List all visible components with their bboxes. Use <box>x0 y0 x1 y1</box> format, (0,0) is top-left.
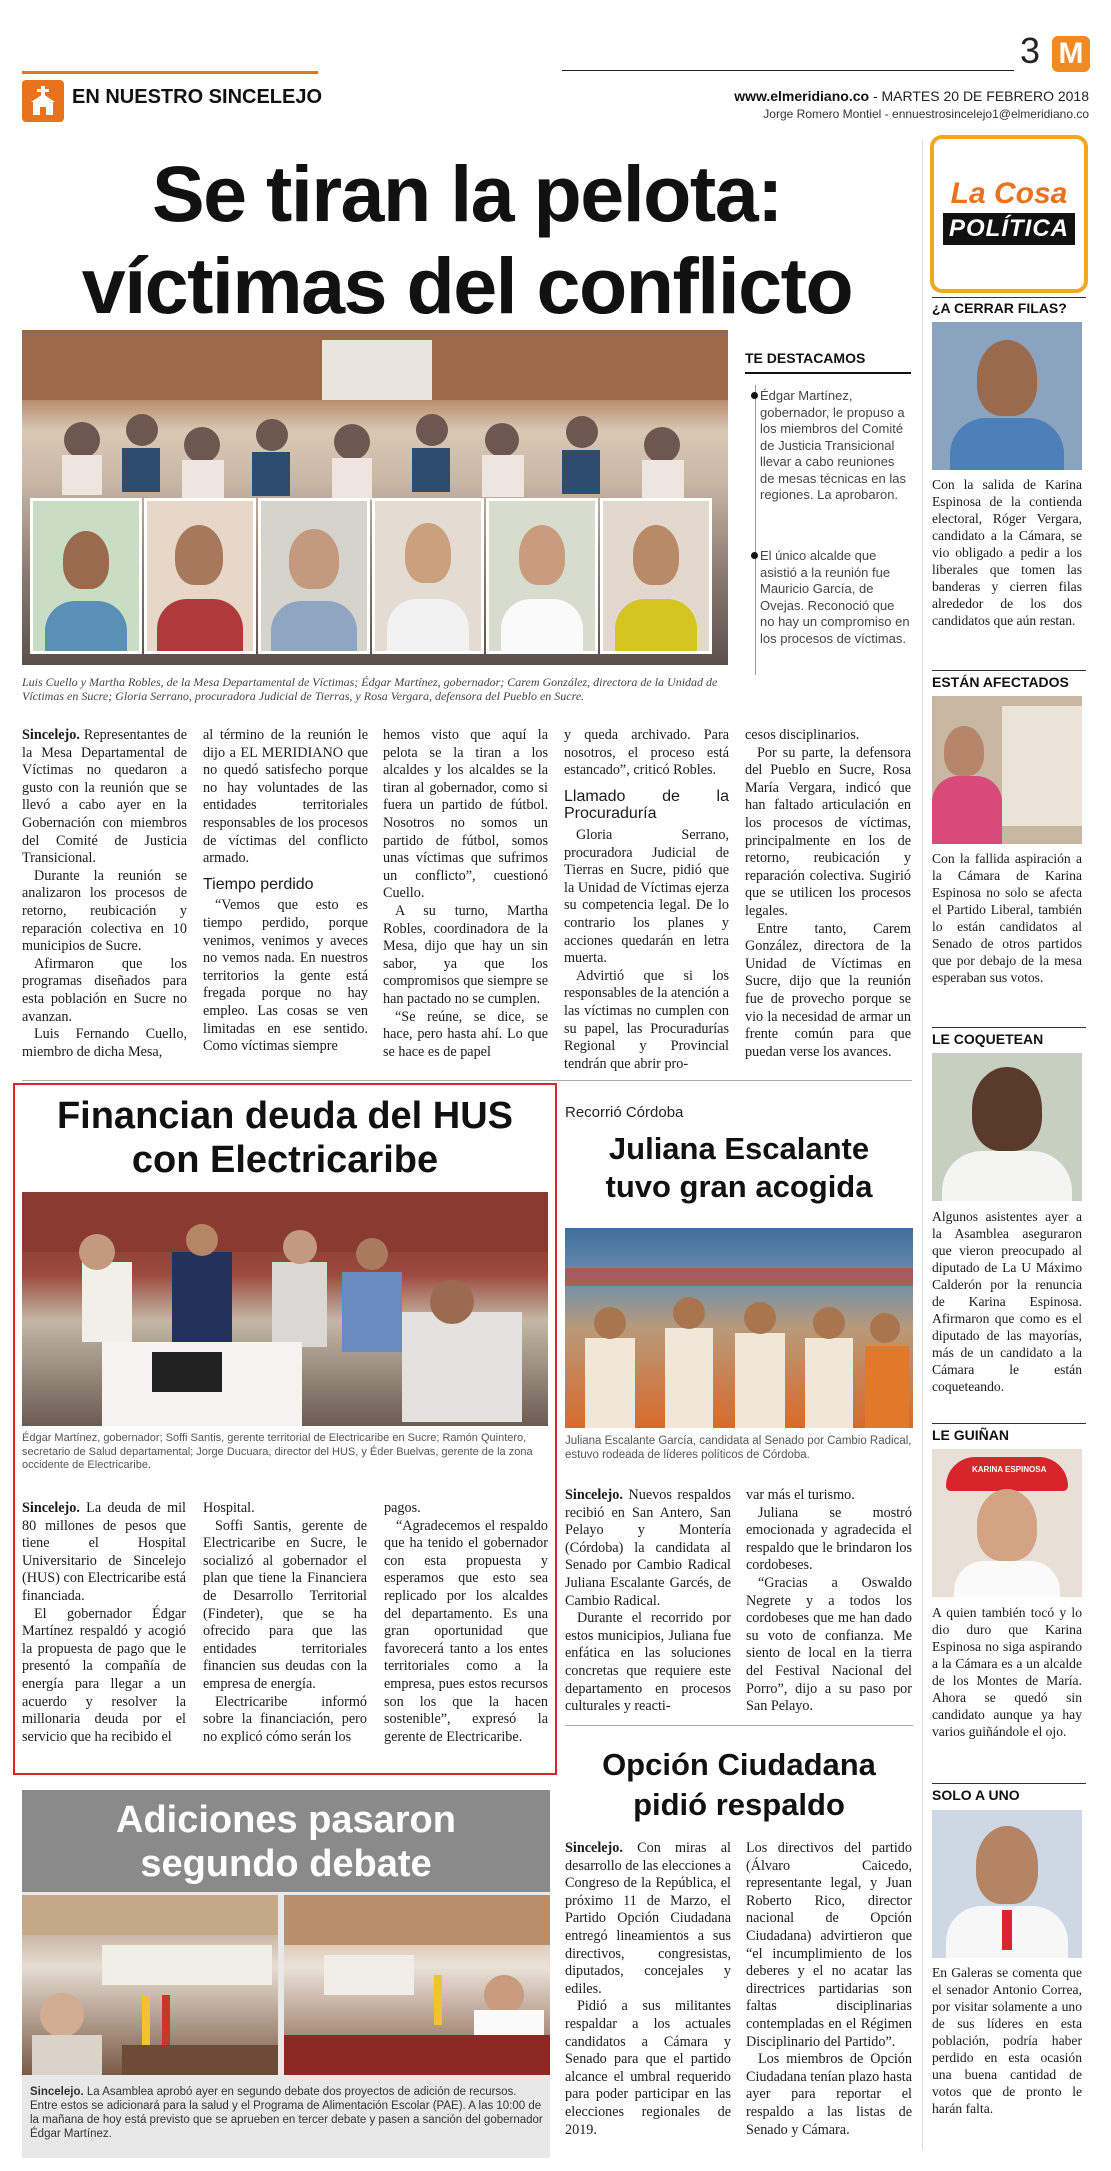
juliana-kicker: Recorrió Córdoba <box>565 1104 684 1121</box>
paragraph: Soffi Santis, gerente de Electricaribe en Sucre, le socializó al gobernador el plan que tiene la Financiera de Desarrollo Territorial (Findeter), que se ha ofrecido para que las entidades territoriales financien sus deudas con la empresa de energía. <box>203 1517 367 1692</box>
portrait-gloria-serrano <box>486 498 598 654</box>
highlight-item-2 <box>760 548 912 647</box>
paragraph: “Agradecemos el respaldo que ha tenido el gobernador con esta propuesta y esperamos que esto sea replicado por los alcaldes del departamento. Es una gran oportunidad que favorecerá tanto a los entes territoriales como a la empresa, pues estos recursos son los que la hacen sostenible”, expresó la gerente de Electricaribe. <box>384 1517 548 1745</box>
dateline-lead: Sincelejo. <box>30 2086 84 2098</box>
paragraph: “Se reúne, se dice, se hace, pero hasta ahí. Lo que se hace es de papel <box>383 1008 548 1060</box>
paragraph: var más el turismo. <box>746 1487 855 1503</box>
dateline-lead: Sincelejo. <box>22 727 80 743</box>
main-article-col4 <box>564 727 729 1073</box>
sidebar-text-solo-a-uno: En Galeras se comenta que el senador Antonio Correa, por visitar solamente a uno de sus líderes en esta población, podría haber perdido en esta ocasión una buena cantidad de votos que de pronto le harán falta. <box>932 1965 1082 2116</box>
dateline-lead: Sincelejo. <box>22 1500 80 1516</box>
paragraph: Advirtió que si los responsables de la atención a las víctimas no cumplen con su papel, las Procuradurías Regional y Provincial tendrán que abrir pro- <box>564 967 729 1072</box>
paragraph: hemos visto que aquí la pelota se la tiran a los alcaldes y los alcaldes se la tiran al gobernador, como si fuera un partido de fútbol. Nosotros no somos un partido de fútbol, somos unas víctimas que sufrimos un conflicto”, cuestionó Cuello. <box>383 727 548 902</box>
juliana-crowd-photo <box>565 1228 913 1428</box>
bullet-icon <box>751 392 758 399</box>
paragraph: cesos disciplinarios. <box>745 727 860 743</box>
portrait-carem-gonzalez <box>372 498 484 654</box>
sidebar-rule <box>932 1027 1086 1028</box>
opcion-headline-line2: pidió respaldo <box>633 1787 845 1822</box>
hus-headline-line2: con Electricaribe <box>131 1139 439 1181</box>
sidebar-text-le-coquetean: Algunos asistentes ayer a la Asamblea aseguraron que vieron preocupado al diputado de La U Máximo Calderón por la renuncia de Karina Espinosa. Afirmaron que como es el diputado de las mayorías, más de un candidato a la Cámara le están coqueteando. <box>932 1209 1082 1394</box>
sidebar-rule <box>932 1423 1086 1424</box>
sidebar-text-le-guinan: A quien también tocó y lo dio duro que Karina Espinosa no siga aspirando a la Cámara es a un alcalde de los Montes de María. Ahora se quedó sin candidato aunque ya hay varios guiñándole el ojo. <box>932 1605 1082 1739</box>
adiciones-caption <box>30 2085 544 2141</box>
karina-espinosa-photo <box>932 1449 1082 1597</box>
paragraph: “Gracias a Oswaldo Negrete y a todos los cordobeses que me han dado su voto de confianza. Me siento de local en la tierra del Festival Nacional del Porro”, dijo a su paso por San Pelayo. <box>746 1574 912 1715</box>
portrait-edgar-martinez <box>258 498 370 654</box>
sidebar-column-rule <box>922 140 923 2150</box>
hus-photo-caption: Édgar Martínez, gobernador; Soffi Santis, gerente territorial de Electricaribe en Sucre; Ramón Quintero, secretario de Salud departamental; Jorge Ducuara, director del HUS, y Éder Buelvas, gerente de la zona occidente de Electricaribe. <box>22 1432 533 1471</box>
paragraph: Gloria Serrano, procuradora Judicial de Tierras en Sucre, pidió que la Unidad de Víctimas ejerza su competencia legal. De lo contrario los planes y acciones quedarán en letra muerta. <box>564 826 729 967</box>
la-cosa-politica-logo <box>930 135 1088 293</box>
dateline-lead: Sincelejo. <box>565 1487 623 1503</box>
highlight-text-2: El único alcalde que asistió a la reunión fue Mauricio García, de Ovejas. Reconoció que no hay un compromiso en los procesos de víctimas. <box>760 548 910 646</box>
header-rule <box>562 70 1014 71</box>
editor-line <box>763 107 1089 121</box>
logo-letter: M <box>1058 37 1084 70</box>
sidebar-title-cerrar-filas: ¿A CERRAR FILAS? <box>932 300 1067 316</box>
sidebar-text-cerrar-filas: Con la salida de Karina Espinosa de la contienda electoral, Róger Vergara, candidato a la Cámara, se vio obligado a pedir a los liberales que tomen las banderas y cierren filas alrededor de los dos candidatos que aún restan. <box>932 477 1082 628</box>
newspaper-logo <box>1052 36 1090 72</box>
portrait-luis-cuello <box>30 498 142 654</box>
logo-line1: La Cosa <box>950 177 1068 210</box>
highlight-text-1: Édgar Martínez, gobernador, le propuso a los miembros del Comité de Justicia Transicional llevar a cabo reuniones de mesas técnicas en las regiones. La aprobaron. <box>760 388 906 502</box>
sidebar-title-estan-afectados: ESTÁN AFECTADOS <box>932 674 1069 690</box>
sidebar-rule <box>932 1783 1086 1784</box>
logo-line2: POLÍTICA <box>943 213 1075 245</box>
portrait-martha-robles <box>144 498 256 654</box>
roger-vergara-photo <box>932 322 1082 470</box>
bullet-icon <box>751 552 758 559</box>
main-article-end-rule <box>22 1080 912 1081</box>
juliana-headline-line1: Juliana Escalante <box>608 1131 870 1166</box>
subheading: Llamado de la Procuraduría <box>564 787 729 823</box>
main-headline-line1: Se tiran la pelota: <box>151 149 782 238</box>
paragraph: El gobernador Édgar Martínez respaldó y acogió la propuesta de pago que le presentó la compañía de energía para llegar a un acuerdo y resolver la millonaria deuda por el servicio que ha recibido el <box>22 1605 186 1745</box>
main-article-col1 <box>22 727 187 1061</box>
page-number: 3 <box>1020 30 1041 71</box>
sidebar-title-le-coquetean: LE COQUETEAN <box>932 1031 1044 1047</box>
paragraph: “Vemos que esto es tiempo perdido, porque venimos, venimos y aveces no vemos nada. En nuestros territorios la gente está fregada porque no hay empleo. Las cosas se ven limitadas en ese sentido. Como víctimas siempre <box>203 897 368 1055</box>
juliana-headline <box>565 1130 913 1206</box>
church-icon <box>22 80 64 122</box>
cap-text: KARINA ESPINOSA <box>972 1465 1047 1474</box>
meeting-photo <box>22 330 728 665</box>
issue-date: - MARTES 20 DE FEBRERO 2018 <box>872 88 1089 104</box>
antonio-correa-photo <box>932 1810 1082 1958</box>
opcion-headline-line1: Opción Ciudadana <box>602 1747 876 1782</box>
paragraph: Los miembros de Opción Ciudadana tenían plazo hasta ayer para reportar el respaldo a las listas de Senado y Cámara. <box>746 2051 912 2138</box>
subheading: Tiempo perdido <box>203 875 314 893</box>
paragraph: Los directivos del partido (Álvaro Caicedo, representante legal, y Juan Roberto Rico, director nacional de Opción Ciudadana) advirtieron que “el incumplimiento de los deberes y el no acatar las directrices partidarias son faltas disciplinarias contempladas en el Régimen Disciplinario del Partido”. <box>746 1840 912 2050</box>
highlight-item-1 <box>760 388 912 504</box>
voting-booth-photo <box>932 696 1082 844</box>
paragraph: Juliana se mostró emocionada y agradecida el respaldo que le brindaron los cordobeses. <box>746 1504 912 1574</box>
main-article-col5 <box>745 727 911 1061</box>
hus-headline-line1: Financian deuda del HUS <box>56 1095 514 1137</box>
paragraph: Durante la reunión se analizaron los procesos de retorno, reubicación y reparación colectiva en 10 municipios de Sucre. <box>22 867 187 955</box>
hus-article-col3 <box>384 1500 548 1746</box>
paragraph: Hospital. <box>203 1500 255 1516</box>
hus-article-col2 <box>203 1500 367 1746</box>
paragraph: pagos. <box>384 1500 421 1516</box>
sidebar-title-le-guinan: LE GUIÑAN <box>932 1427 1009 1443</box>
opcion-article-col1 <box>565 1840 731 2139</box>
paragraph: Por su parte, la defensora del Pueblo en Sucre, Rosa María Vergara, indicó que han faltado articulación en los procesos de víctimas, principalmente en los de retorno, reubicación y reparación colectiva. Sugirió que se utilicen los procesos legales. <box>745 744 911 919</box>
editor-email[interactable]: - ennuestrosincelejo1@elmeridiano.co <box>884 107 1089 121</box>
main-headline-line2: víctimas del conflicto <box>81 241 853 330</box>
main-article-col3 <box>383 727 548 1061</box>
sidebar-rule <box>932 670 1086 671</box>
section-name: EN NUESTRO SINCELEJO <box>72 86 323 108</box>
juliana-article-col1 <box>565 1487 731 1716</box>
website-link[interactable]: www.elmeridiano.co <box>734 88 870 104</box>
highlights-divider <box>755 385 756 675</box>
assembly-photo-left <box>22 1895 278 2075</box>
highlights-rule <box>745 372 911 374</box>
maximo-calderon-photo <box>932 1053 1082 1201</box>
paragraph: Pidió a sus militantes respaldar a los actuales candidatos a Cámara y Senado para que el partido alcance el umbral requerido para poder participar en las elecciones regionales de 2019. <box>565 1998 731 2138</box>
paragraph: Afirmaron que los programas diseñados para esta población en Sucre no avanzan. <box>22 955 187 1025</box>
juliana-headline-line2: tuvo gran acogida <box>605 1169 873 1204</box>
sidebar-title-solo-a-uno: SOLO A UNO <box>932 1787 1020 1803</box>
paragraph: al término de la reunión le dijo a EL MERIDIANO que no quedó satisfecho porque no hay voluntades de las entidades territoriales responsables de los procesos de víctimas del conflicto armado. <box>203 727 368 867</box>
paragraph: Durante el recorrido por estos municipios, Juliana fue enfática en las soluciones concretas que requiere este departamento en procesos culturales y reacti- <box>565 1610 731 1715</box>
adiciones-headline-line1: Adiciones pasaron <box>116 1799 456 1841</box>
adiciones-headline <box>22 1790 550 1892</box>
paragraph: La deuda de mil 80 millones de pesos que tiene el Hospital Universitario de Sincelejo (HUS) con Electricaribe está financiada. <box>22 1500 186 1604</box>
main-headline <box>22 148 912 332</box>
hus-meeting-photo <box>22 1192 548 1426</box>
hus-headline <box>22 1094 548 1182</box>
paragraph: A su turno, Martha Robles, coordinadora de la Mesa, dijo que hay un sin sabor, ya que los compromisos que siempre se han pactado no se cumplen. <box>383 902 548 1007</box>
adiciones-headline-line2: segundo debate <box>140 1843 432 1885</box>
paragraph: Luis Fernando Cuello, miembro de dicha Mesa, <box>22 1026 187 1060</box>
paragraph: Entre tanto, Carem González, directora de la Unidad de Víctimas en Sucre, dijo que la reunión fue de provecho porque se vio la necesidad de armar un frente común para que puedan verse los avances. <box>745 920 911 1060</box>
opcion-article-col2 <box>746 1840 912 2139</box>
paragraph: Representantes de la Mesa Departamental de Víctimas no quedaron a gusto con la reunión que se llevó a cabo ayer en la Gobernación con miembros del Comité de Justicia Transicional. <box>22 727 187 867</box>
main-photo-caption: Luis Cuello y Martha Robles, de la Mesa Departamental de Víctimas; Édgar Martínez, gobernador; Carem González, directora de la Unidad de Víctimas en Sucre; Gloria Serrano, procuradora Judicial de Tierras, y Rosa Vergara, defensora del Pueblo en Sucre. <box>22 675 718 703</box>
section-top-rule <box>22 71 318 74</box>
caption-text: La Asamblea aprobó ayer en segundo debate dos proyectos de adición de recursos. Entre estos se adicionará para la salud y el Programa de Alimentación Escolar (PAE). A las 10:00 de la mañana de hoy está previsto que se aprueben en tercer debate y pasen a sanción del gobernador Édgar Martínez. <box>30 2086 543 2140</box>
dateline <box>734 88 1089 104</box>
juliana-photo-caption: Juliana Escalante García, candidata al Senado por Cambio Radical, estuvo rodeada de líderes políticos de Córdoba. <box>565 1435 912 1461</box>
portrait-rosa-vergara <box>600 498 712 654</box>
main-article-col2 <box>203 727 368 1056</box>
juliana-article-col2 <box>746 1487 912 1716</box>
sidebar-text-estan-afectados: Con la fallida aspiración a la Cámara de Karina Espinosa no solo se afecta el Partido Liberal, también lo están candidatos al Senado de otros partidos que por debajo de la mesa esperaban sus votos. <box>932 851 1082 985</box>
paragraph: Nuevos respaldos recibió en San Antero, San Pelayo y Montería (Córdoba) la candidata al Senado por Cambio Radical Juliana Escalante Garcés, de Cambio Radical. <box>565 1487 731 1609</box>
paragraph: Con miras al desarrollo de las elecciones a Congreso de la República, el próximo 11 de Marzo, el Partido Opción Ciudadana entregó lineamientos a sus directivos, congresistas, diputados, concejales y ediles. <box>565 1840 731 1997</box>
opcion-headline <box>565 1745 913 1825</box>
dateline-lead: Sincelejo. <box>565 1840 623 1856</box>
sidebar-rule <box>932 297 1086 298</box>
highlights-title: TE DESTACAMOS <box>745 350 866 366</box>
hus-article-col1 <box>22 1500 186 1746</box>
paragraph: Electricaribe informó sobre la financiación, pero no explicó cómo serán los <box>203 1693 367 1745</box>
assembly-photo-right <box>284 1895 550 2075</box>
juliana-end-rule <box>565 1725 913 1726</box>
paragraph: y queda archivado. Para nosotros, el proceso está estancado”, criticó Robles. <box>564 727 729 779</box>
editor-name: Jorge Romero Montiel <box>763 107 882 121</box>
